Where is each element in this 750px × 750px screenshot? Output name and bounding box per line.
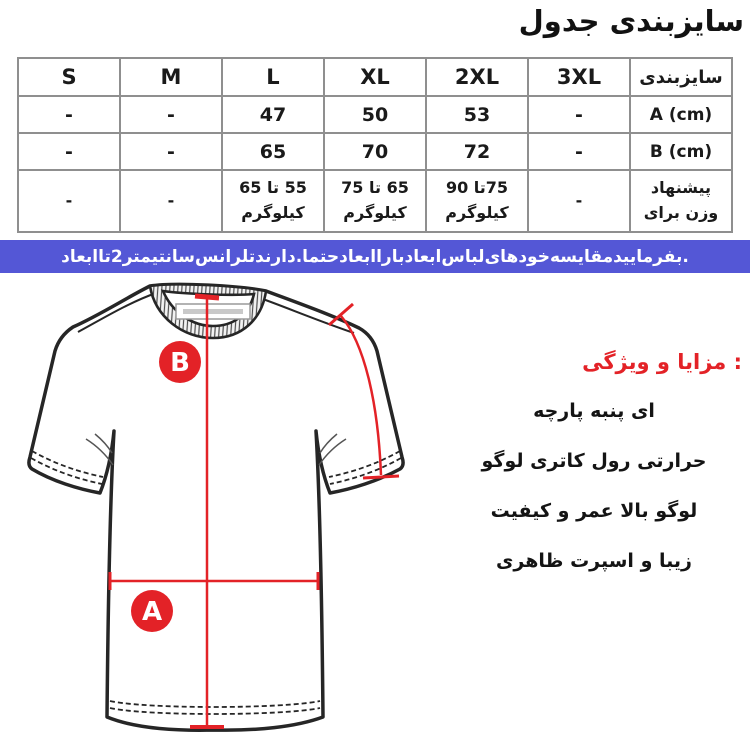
column-header-s: S (18, 58, 120, 96)
cell-a-xl: 50 (324, 96, 426, 133)
table-row-a (18, 96, 732, 133)
cell-b-m: - (120, 133, 222, 170)
cell-a-3xl: - (528, 96, 630, 133)
tolerance-notice-banner: ابعاد تا 2 سانتیمتر تلرانس دارند . حتما ابعاد را با ابعاد لباس های خود مقایسه بفرمایید . (0, 240, 750, 273)
cell-b-l: 65 (222, 133, 324, 170)
cell-weight-xl: 65 تا 75 کیلوگرم (324, 170, 426, 232)
feature-item-appearance: ظاهری اسپرت و زیبا (496, 550, 692, 572)
table-row-b (18, 133, 732, 170)
column-header-2xl: 2XL (426, 58, 528, 96)
table-header-row (18, 58, 732, 96)
marker-a-letter: A (141, 597, 163, 627)
cell-a-m: - (120, 96, 222, 133)
row-label-weight: پیشنهاد برای وزن (630, 170, 732, 232)
cell-a-s: - (18, 96, 120, 133)
features-heading: ویژگی و مزایا : (582, 350, 742, 374)
cell-b-xl: 70 (324, 133, 426, 170)
column-header-l: L (222, 58, 324, 96)
cell-weight-l: 55 تا 65 کیلوگرم (222, 170, 324, 232)
row-label-b: B (cm) (630, 133, 732, 170)
feature-item-fabric: پارچه پنبه ای (533, 400, 655, 422)
size-table (17, 57, 733, 233)
cell-weight-3xl: - (528, 170, 630, 232)
cell-b-3xl: - (528, 133, 630, 170)
page-title: جدول سایزبندی (518, 4, 744, 38)
column-header-sizing: سایزبندی (630, 58, 732, 96)
cell-a-l: 47 (222, 96, 324, 133)
cell-a-2xl: 53 (426, 96, 528, 133)
column-header-3xl: 3XL (528, 58, 630, 96)
tshirt-measurement-diagram (16, 281, 448, 743)
cell-b-s: - (18, 133, 120, 170)
column-header-m: M (120, 58, 222, 96)
cell-weight-s: - (18, 170, 120, 232)
row-label-a: A (cm) (630, 96, 732, 133)
cell-weight-m: - (120, 170, 222, 232)
measure-b-top-cap (195, 296, 219, 298)
measure-sleeve-bottom-cap (363, 476, 399, 478)
feature-item-logo-quality: کیفیت و عمر بالا لوگو (490, 500, 698, 522)
column-header-xl: XL (324, 58, 426, 96)
tshirt-outline (29, 284, 403, 730)
cell-b-2xl: 72 (426, 133, 528, 170)
cell-weight-2xl: 75تا 90 کیلوگرم (426, 170, 528, 232)
table-row-weight (18, 170, 732, 232)
feature-item-logo-type: لوگو کاتری رول حرارتی (481, 450, 707, 472)
marker-b-letter: B (170, 348, 190, 378)
features-section (446, 344, 742, 574)
